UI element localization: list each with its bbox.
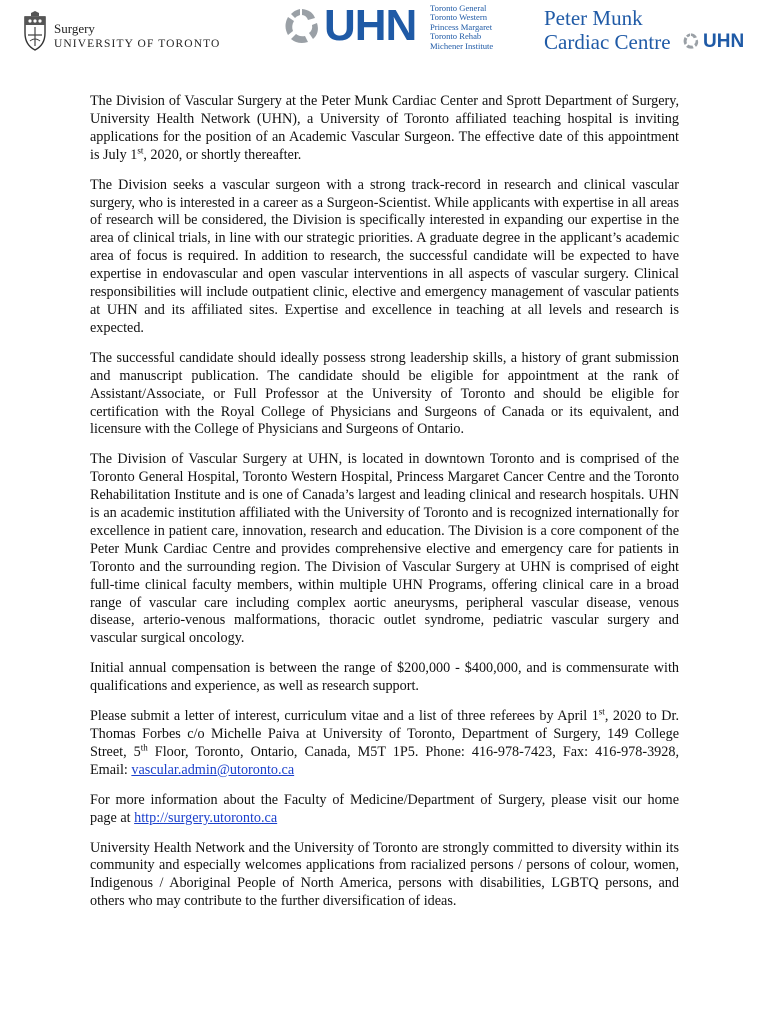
university-name: UNIVERSITY OF TORONTO	[54, 38, 221, 50]
paragraph-more-information: For more information about the Faculty of Medicine/Department of Surgery, please visit our home page at http://surgery.utoronto.ca	[90, 791, 679, 826]
uhn-site: Toronto General	[430, 3, 487, 13]
uoft-crest-icon	[22, 11, 48, 51]
uhn-swirl-icon	[282, 6, 322, 46]
uhn-site: Michener Institute	[430, 40, 494, 51]
website-link[interactable]: http://surgery.utoronto.ca	[134, 809, 278, 826]
peter-munk-cardiac-centre-logo	[540, 4, 755, 54]
email-link[interactable]: vascular.admin@utoronto.ca	[131, 761, 295, 778]
uoft-surgery-logo	[20, 10, 250, 60]
paragraph-compensation: Initial annual compensation is between the range of $200,000 - $400,000, and is commensurate with qualifications and experience, as well as research support.	[90, 660, 679, 695]
job-posting-body	[90, 93, 679, 923]
paragraph-qualifications: The successful candidate should ideally possess strong leadership skills, a history of grant submission and manuscript publication. The candidate should be eligible for appointment at the rank of Assistant/Associate, or Full Professor at the University of Toronto and should be eligible for certification with the Royal College of Physicians and Surgeons of Canada or its equivalent, and licensure with the College of Physicians and Surgeons of Ontario.	[90, 349, 679, 438]
uhn-site: Toronto Western	[430, 12, 488, 23]
uhn-logo	[282, 1, 507, 54]
uhn-site: Toronto Rehab	[430, 31, 482, 42]
pmcc-uhn-wordmark: UHN	[703, 31, 745, 52]
paragraph-position-announcement: The Division of Vascular Surgery at the Peter Munk Cardiac Center and Sprott Department of Surgery, University Health Network (UHN), a University of Toronto affiliated teaching hospital is inviting applications for the position of an Academic Vascular Surgeon. The effective date of this appointment is July 1st, 2020, or shortly thereafter.	[90, 93, 679, 163]
pmcc-line2: Cardiac Centre	[544, 30, 671, 54]
uhn-sites-list	[430, 4, 493, 51]
uhn-wordmark: UHN	[324, 1, 417, 50]
paragraph-diversity-statement: University Health Network and the University of Toronto are strongly committed to diversity within its community and especially welcomes applications from racialized persons / persons of colour, women, Indigenous / Aboriginal People of North America, persons with disabilities, LGBTQ persons, and others who may contribute to the further diversification of ideas.	[90, 839, 679, 910]
pmcc-line1: Peter Munk	[544, 6, 643, 30]
department-name: Surgery	[54, 21, 95, 36]
page-header	[0, 0, 770, 72]
paragraph-application-instructions: Please submit a letter of interest, curriculum vitae and a list of three referees by April 1st, 2020 to Dr. Thomas Forbes c/o Michelle Paiva at University of Toronto, Department of Surgery, 149 College Street, 5th Floor, Toronto, Ontario, Canada, M5T 1P5. Phone: 416-978-7423, Fax: 416-978-3928, Email: vascular.admin@utoronto.ca	[90, 706, 679, 778]
uhn-site: Princess Margaret	[430, 21, 493, 32]
uhn-mini-swirl-icon	[682, 32, 700, 50]
paragraph-candidate-profile: The Division seeks a vascular surgeon with a strong track-record in research and clinical vascular surgery, who is interested in a career as a Surgeon-Scientist. While applicants with expertise in all areas of research will be considered, the Division is specifically interested in expanding our expertise in the area of clinical trials, in line with our strategic priorities. A graduate degree in the applicant’s academic area of focus is required. In addition to research, the successful candidate will be expected to have expertise in endovascular and open vascular interventions in all aspects of vascular surgery. Clinical responsibilities will include outpatient clinic, elective and emergency management of vascular patients at UHN and its affiliated sites. Expertise and excellence in teaching at all levels and research is expected.	[90, 176, 679, 336]
paragraph-division-description: The Division of Vascular Surgery at UHN, is located in downtown Toronto and is comprised of the Toronto General Hospital, Toronto Western Hospital, Princess Margaret Cancer Centre and the Toronto Rehabilitation Institute and is one of Canada’s largest and leading clinical and research hospitals. UHN is an academic institution affiliated with the University of Toronto and is recognized internationally for excellence in patient care, innovation, research and education. The Division is a core component of the Peter Munk Cardiac Centre and provides comprehensive elective and emergency care for patients in Toronto and the surrounding region. The Division of Vascular Surgery at UHN is comprised of eight full-time clinical faculty members, within multiple UHN Programs, offering clinical care in a broad range of vascular care including complex aortic aneurysms, peripheral vascular disease, venous disease, arterio-venous malformations, thoracic outlet syndrome, pediatric vascular surgery and vascular surgical oncology.	[90, 451, 679, 647]
